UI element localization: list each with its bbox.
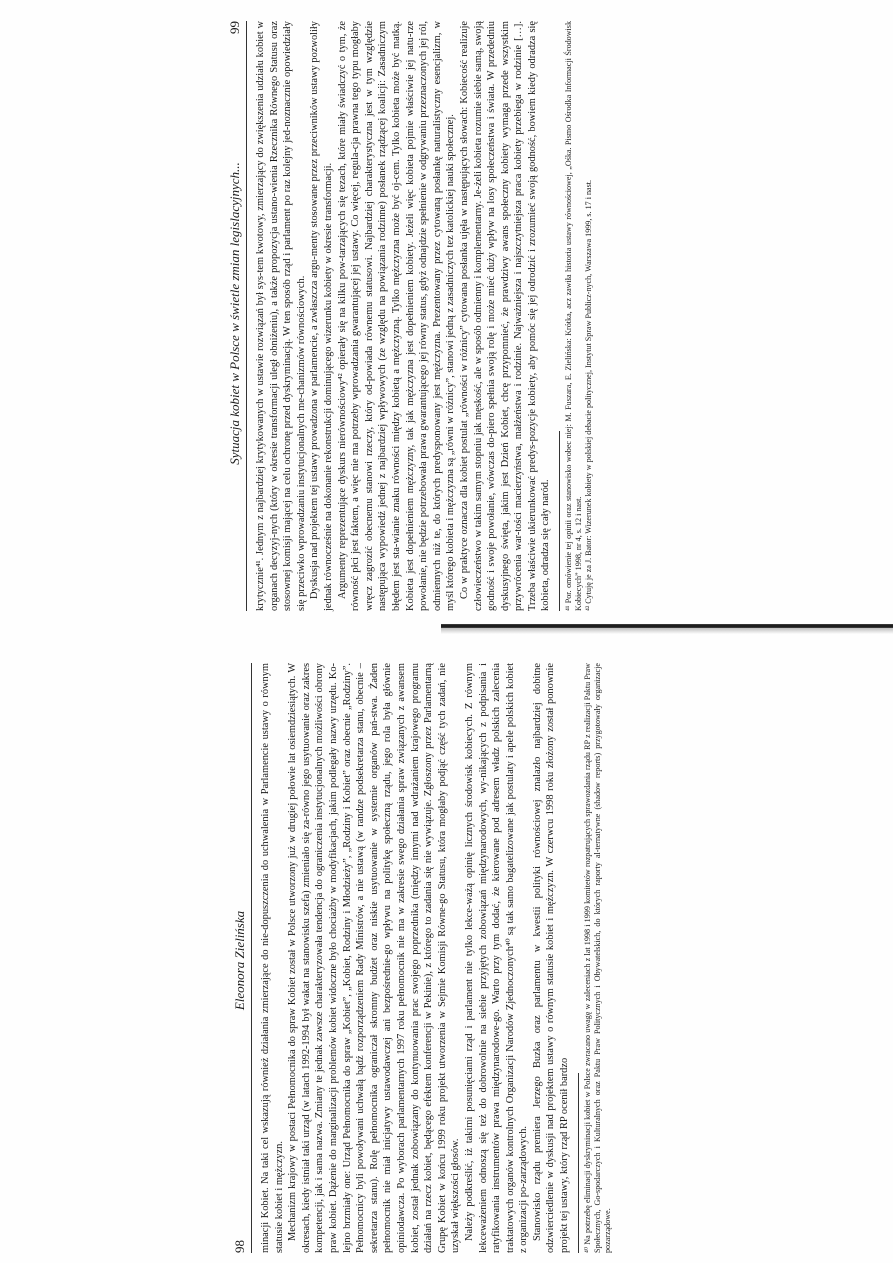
running-head <box>227 21 247 611</box>
right-page <box>227 21 667 611</box>
paragraph: krytycznie⁴¹. Jednym z najbardziej krytykowanych w ustawie rozwiązań był sys-tem kwotowy, zmierzający do zwiększenia udziału kobiet w organach decyzyj-nych (który w okresie transformacji uległ obniżeniu), a także propozycja ustano-wienia Rzecznika Równego Statusu oraz stosownej komisji mającej na celu ochronę przed dyskryminacją. W ten sposób rząd i parlament po raz kolejny jed-noznacznie opowiedziały się przeciwko wprowadzaniu instytucjonalnych me-chanizmów równościowych. <box>255 21 307 611</box>
paragraph: Co w praktyce oznacza dla kobiet postulat „równości w różnicy” cytowana posłanka ujęła w następujących słowach: Kobiecość realizuje człowieczeństwo w takim samym stopniu jak męskość, ale w sposób odmienny i komplementarny. Je-żeli kobieta rozumie siebie samą, swoją godność i swoje powołanie, wówczas do-piero spełnia swoją rolę i może mieć duży wpływ na losy społeczeństwa i świata. W przededniu dyskusyjnego święta, jakim jest Dzień Kobiet, chcę przypomnieć, że prawdziwy awans społeczny kobiety wymaga przede wszystkim przywrócenia war-tości macierzyństwa, małżeństwa i rodzinie. Najważniejsza i najszczytniejsza praca kobiety przebiega w rodzinie […]. Trzeba właściwie ukierunkować predys-pozycje kobiety, aby pomóc się jej odrodzić i zrozumieć swoją godność, bowiem kiedy odradza się kobieta, odradza się cały naród. <box>458 20 552 611</box>
running-head-title: Eleonora Zielińska <box>232 910 247 1011</box>
left-page <box>232 663 672 1253</box>
paragraph: Należy podkreślić, iż takimi posunięciami rząd i parlament nie tylko lekce-ważą opinię licznych środowisk kobiecych. Z równym lekceważeniem odnoszą się też do dobrowolnie na siebie przyjętych zobowiązań międzynarodowych, wy-nikających z podpisania i ratyfikowania instrumentów prawa międzynarodowe-go. Warto przy tym dodać, że kierowane pod adresem władz polskich zalecenia traktatowych organów kontrolnych Organizacji Narodów Zjednoczonych⁴⁰ są tak samo bagatelizowane jak postulaty i apele polskich kobiet z organizacji po-zarządowych. <box>463 663 530 1253</box>
paragraph: Stanowisko rządu premiera Jerzego Buzka oraz parlamentu w kwestii polityki równościowej znalazło najbardziej dobitne odzwierciedlenie w dyskusji nad projektem ustawy o równym statusie kobiet i mężczyzn. W czerwcu 1998 roku złożony został ponownie projekt tej ustawy, który rząd RP ocenił bardzo <box>531 663 571 1253</box>
paragraph: Argumenty reprezentujące dyskurs nierównościowy⁴² opierały się na kilku pow-tarzających się tezach, które miały świadczyć o tym, że równość płci jest faktem, a więc nie ma potrzeby wprowadzania gwarantującej jej ustawy. Co więcej, regula-cja prawna tego typu mogłaby wręcz zagrozić obecnemu stanowi rzeczy, który od-powiada równemu statusowi. Najbardziej charakterystyczna jest w tym względzie następująca wypowiedź jednej z najbardziej wpływowych (ze względu na powiązania rodzinne) posłanek rządzącej koalicji: Zasadniczym błędem jest sta-wianie znaku równości między kobietą a mężczyzną. Tylko mężczyzna może być oj-cem. Tylko kobieta może być matką. Kobieta jest dopełnieniem mężczyzny, tak jak mężczyzna jest dopełnieniem kobiety. Jeżeli więc kobieta pojmie właściwie jej natu-rze powołanie, nie będzie potrzebowała prawa gwarantującego jej równy status, gdyż odnajdzie spełnienie w odgrywaniu przeznaczonych jej ról, odmiennych niż te, do których predysponowany jest mężczyzna. Prezentowany przez cytowaną posłankę naturalistyczny esencjalizm, w myśl którego kobieta i mężczyzna są „równi w różnicy”, stanowi jedną z zasadniczych tez katolickiej nauki społecznej. <box>336 21 457 611</box>
running-head <box>232 663 252 1253</box>
running-head-title: Sytuacja kobiet w Polsce w świetle zmian legislacyjnych... <box>227 162 242 465</box>
footnote-rule <box>578 1073 579 1253</box>
footnote: ⁴⁰ Na potrzebę eliminacji dyskryminacji kobiet w Polsce zwracano uwagę w zaleceniach z lat 1998 i 1999 komitetów rozpatrujących sprawozdania rządu RP z realizacji Paktu Praw Społecznych, Go-spodarczych i Kulturalnych oraz Paktu Praw Politycznych i Obywatelskich, do których raporty al-ternatywne (shadow reports) przygotowały organizacje pozarządowe. <box>582 663 613 1253</box>
footnote-rule <box>559 431 560 611</box>
paragraph: Dyskusja nad projektem tej ustawy prowadzona w parlamencie, a zwłaszcza argu-menty stosowane przez przeciwników ustawy pozwoliły jednak równocześnie na dokonanie rekonstrukcji dominującego wizerunku kobiety w okresie transformacji. <box>309 21 334 611</box>
body-text <box>254 21 553 611</box>
gutter-shadow <box>441 628 893 634</box>
page-number: 98 <box>232 1240 247 1253</box>
paragraph: Mechanizm krajowy w postaci Pełnomocnika do spraw Kobiet został w Polsce utworzony już w drugiej połowie lat osiemdziesiątych. W okresach, kiedy istniał taki urząd (w latach 1992-1994 był wakat na stanowisku szefa) zmieniało się za-równo jego usytuowanie oraz zakres kompetencji, jak i sama nazwa. Zmiany te jednak zawsze charakteryzowała tendencja do ograniczenia instytucjonalnych możliwości obrony praw kobiet. Dążenie do marginalizacji problemów kobiet widoczne było chociażby w modyfikacjach, jakim podlegały nazwy urzędu. Ko-lejno brzmiały one: Urząd Pełnomocnika do spraw „Kobiet”, „Kobiet, Rodziny i Młodzieży”, „Rodziny i Kobiet” oraz obecnie „Rodziny”. Pełnomocnicy byli powoływani uchwałą bądź rozporządzeniem Rady Ministrów, a nie ustawą (w randze podsekretarza stanu, obecnie – sekretarza stanu). Rolę pełnomocnika ograniczał skromny budżet oraz niskie usytuowanie w systemie organów pań-stwa. Żaden pełnomocnik nie miał inicjatywy ustawodawczej ani bezpośrednie-go wpływu na politykę społeczną rządu, jego rola była głównie opiniodawcza. Po wyborach parlamentarnych 1997 roku pełnomocnik nie ma w zakresie swego działania spraw związanych z awansem kobiet, został jednak zobowiązany do kontynuowania prac swojego poprzednika (między innymi nad wdrażaniem krajowego programu działań na rzecz kobiet, będącego efektem konferencji w Pekinie), z którego to zadania się nie wywiązuje. Zgłoszony przez Parlamentarną Grupę Kobiet w końcu 1999 roku projekt utworzenia w Sejmie Komisji Równe-go Statusu, która mogłaby podjąć część tych zadań, nie uzyskał większości głosów. <box>287 663 462 1253</box>
page-number: 99 <box>227 21 242 35</box>
footnote: ⁴¹ Por. omówienie tej opinii oraz stanowisko wobec niej: M. Fuszara, E. Zielińska: Krótka, acz zawiła historia ustawy równościowej, „Ośka. Pismo Ośrodka Informacji Środowisk Kobiecych” 1998, nr 4, s. 12 i nast. <box>564 21 584 611</box>
body-text <box>259 663 572 1253</box>
paragraph: minacji Kobiet. Na taki cel wskazują również działania zmierzające do nie-dopuszczenia do uchwalenia w Parlamencie ustawy o równym statusie kobiet i mężczyzn. <box>260 663 285 1253</box>
footnote: ⁴² Cytuję je za J. Bator: Wizerunek kobiety w polskiej debacie politycznej, Instytut Spraw Publicz-nych, Warszawa 1999, s. 17 i nast. <box>584 179 594 611</box>
